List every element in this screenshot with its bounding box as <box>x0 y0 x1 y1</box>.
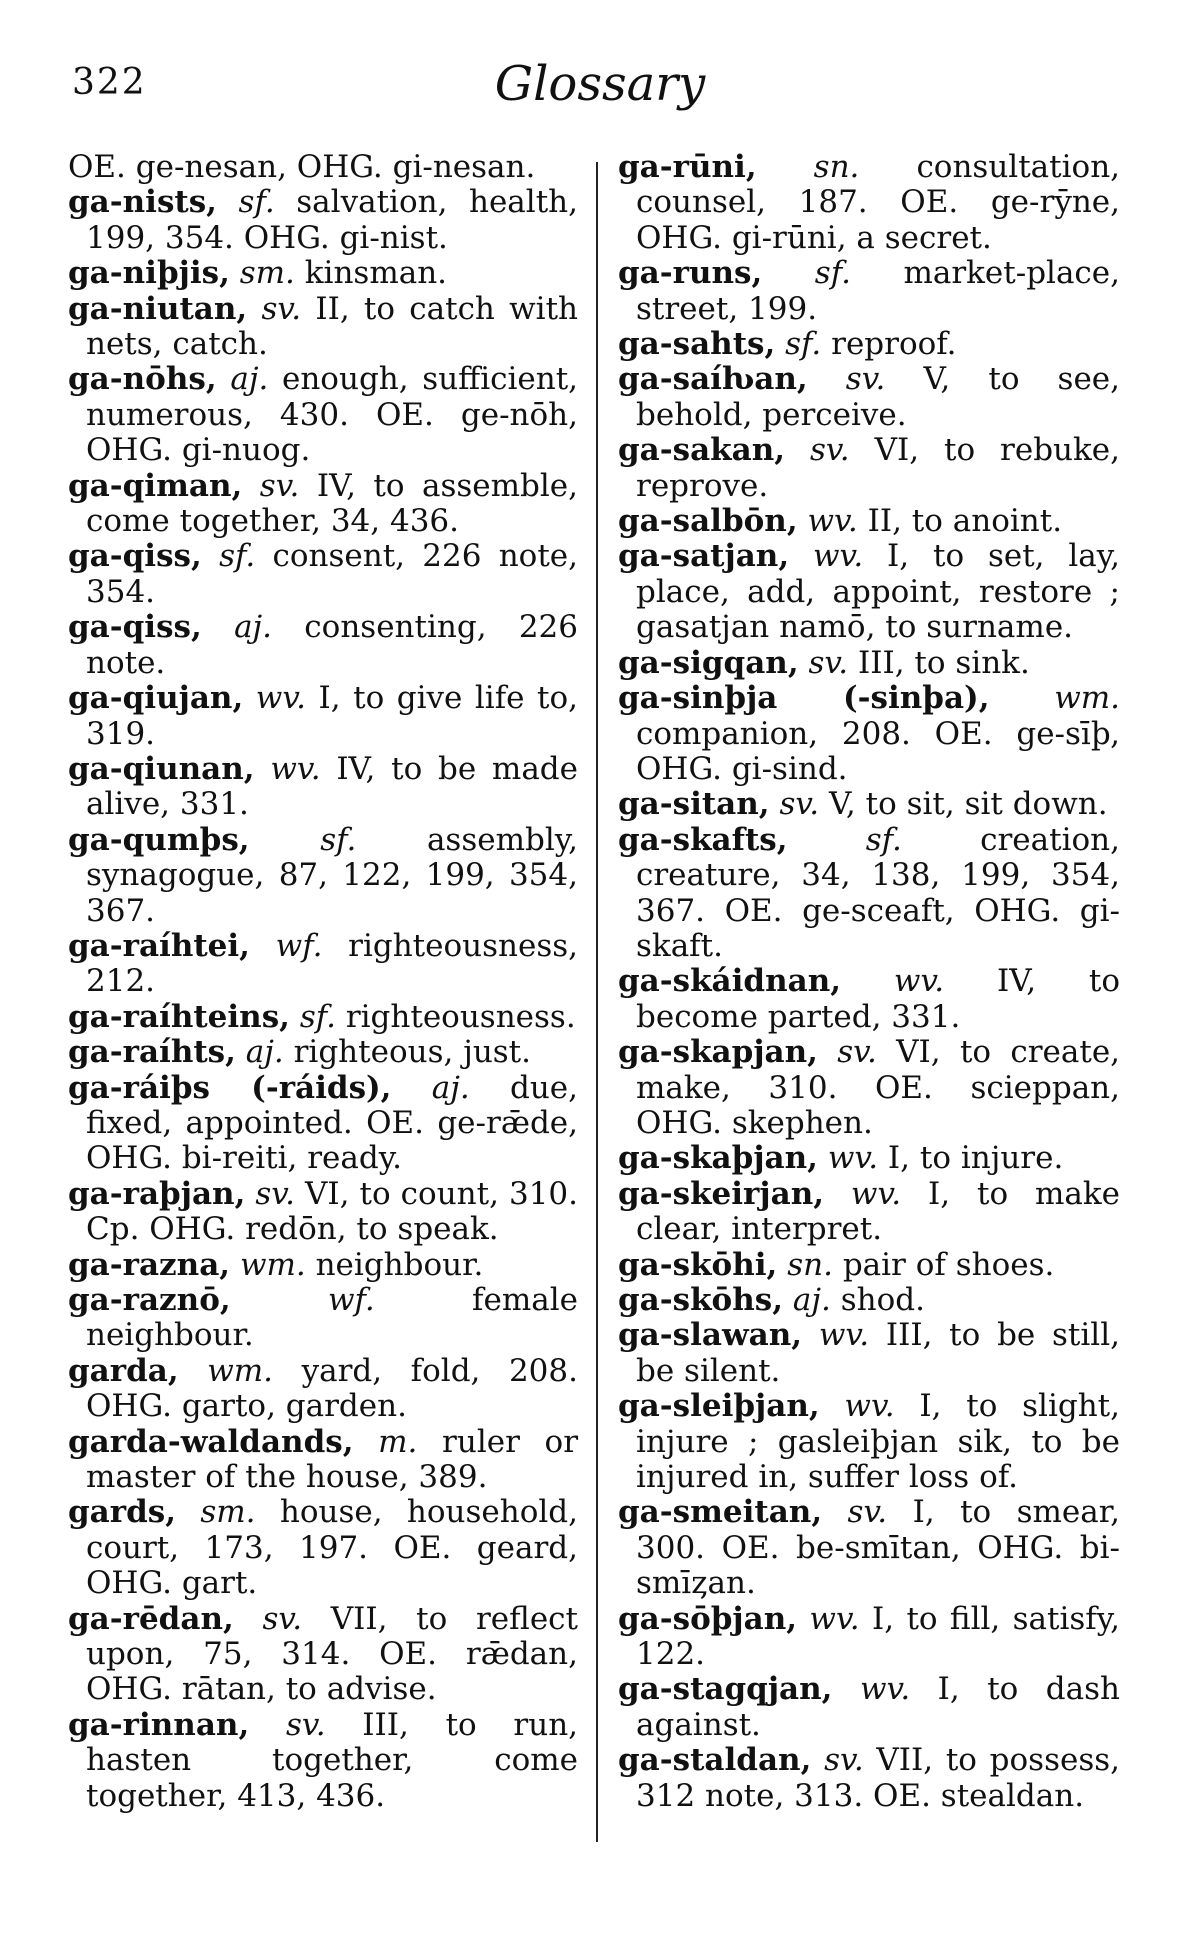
entry-definition: IV, to be made alive, 331. <box>86 750 578 823</box>
entry-headword: ga-sinþja (-sinþa), <box>618 680 990 717</box>
glossary-entry <box>68 1425 578 1496</box>
glossary-entry <box>68 539 578 610</box>
entry-grammar: sf. <box>219 538 256 575</box>
entry-headword: ga-qiss, <box>68 609 202 646</box>
entry-grammar: aj. <box>792 1282 831 1318</box>
glossary-entry <box>68 1177 578 1248</box>
entry-headword: ga-skeirjan, <box>618 1175 825 1212</box>
entry-headword: ga-nists, <box>68 184 217 221</box>
entry-grammar: wv. <box>807 503 858 540</box>
entry-grammar: sv. <box>285 1706 326 1743</box>
glossary-entry <box>618 433 1120 504</box>
entry-definition: I, to make clear, interpret. <box>636 1175 1120 1248</box>
glossary-entry <box>618 1035 1120 1141</box>
entry-grammar: sv. <box>847 1494 888 1531</box>
entry-grammar: sf. <box>299 998 336 1035</box>
entry-definition: I, to give life to, 319. <box>86 680 579 752</box>
entry-definition: female neighbour. <box>86 1282 578 1354</box>
glossary-entry <box>68 185 578 256</box>
entry-definition: II, to anoint. <box>867 503 1063 540</box>
entry-definition: I, to injure. <box>887 1140 1064 1177</box>
entry-headword: ga-salbōn, <box>618 503 798 540</box>
glossary-entry <box>68 1283 578 1354</box>
entry-definition: salvation, health, 199, 354. OHG. gi-nist. <box>86 184 578 256</box>
entry-headword: ga-staldan, <box>618 1742 812 1779</box>
entry-definition: IV, to become parted, 331. <box>636 963 1121 1035</box>
glossary-entry <box>618 1495 1120 1601</box>
entry-grammar: wv. <box>270 750 321 787</box>
glossary-entry <box>68 362 578 468</box>
entry-definition: I, to dash against. <box>636 1671 1120 1743</box>
page-title: Glossary <box>494 56 706 112</box>
glossary-entry <box>618 1283 1120 1318</box>
entry-grammar: wv. <box>893 963 945 1000</box>
entry-headword: ga-skapjan, <box>618 1034 818 1071</box>
entry-definition: VII, to possess, 312 note, 313. OE. stealdan. <box>636 1742 1121 1814</box>
glossary-entry <box>68 1495 578 1601</box>
entry-definition: VI, to rebuke, reprove. <box>636 432 1120 504</box>
entry-grammar: wv. <box>850 1175 902 1212</box>
glossary-entry <box>618 1389 1120 1495</box>
entry-grammar: aj. <box>234 609 273 646</box>
entry-definition: VII, to reflect upon, 75, 314. OE. rǣdan, OHG. rātan, to advise. <box>86 1600 578 1708</box>
entry-definition: righteousness, 212. <box>86 927 578 1000</box>
entry-definition: III, to be still, be silent. <box>636 1317 1120 1389</box>
entry-definition: III, to run, hasten together, come together, 413, 436. <box>86 1706 579 1814</box>
glossary-entry <box>618 327 1120 362</box>
entry-headword: ga-smeitan, <box>618 1494 823 1531</box>
glossary-entry <box>618 1248 1120 1283</box>
entry-definition: IV, to assemble, come together, 34, 436. <box>86 467 578 540</box>
entry-definition: assembly, synagogue, 87, 122, 199, 354, 367. <box>86 821 578 929</box>
glossary-entry <box>68 469 578 540</box>
glossary-entry <box>68 1071 578 1177</box>
entry-definition: I, to set, lay, place, add, appoint, restore ; gasatjan namō, to surname. <box>636 538 1120 646</box>
entry-definition: market-place, street, 199. <box>636 255 1120 327</box>
glossary-entry <box>618 539 1120 645</box>
entry-grammar: wv. <box>809 1600 860 1637</box>
entry-grammar: wm. <box>1054 680 1120 717</box>
glossary-entry <box>68 1708 578 1814</box>
glossary-entry <box>68 1000 578 1035</box>
glossary-entry <box>68 1354 578 1425</box>
entry-headword: ga-skaþjan, <box>618 1140 818 1177</box>
entry-definition: V, to sit, sit down. <box>828 786 1108 823</box>
right-column <box>618 150 1120 1814</box>
entry-definition: companion, 208. OE. ge-sīþ, OHG. gi-sind. <box>636 715 1120 787</box>
entry-definition: VI, to create, make, 310. OE. scieppan, OHG. skephen. <box>636 1034 1121 1141</box>
entry-grammar: wv. <box>818 1317 870 1354</box>
entry-headword: garda, <box>68 1352 179 1389</box>
entry-headword: ga-qiunan, <box>68 750 255 787</box>
entry-definition: III, to sink. <box>857 644 1030 681</box>
entry-definition: ruler or master of the house, 389. <box>86 1423 579 1496</box>
entry-definition: OE. ge-nesan, OHG. gi-nesan. <box>68 149 536 185</box>
entry-headword: ga-sakan, <box>618 432 786 469</box>
entry-definition: kinsman. <box>304 255 448 292</box>
glossary-entry <box>618 256 1120 327</box>
entry-grammar: sv. <box>845 361 886 398</box>
entry-grammar: sv. <box>824 1742 864 1779</box>
entry-headword: ga-sleiþjan, <box>618 1388 820 1425</box>
entry-grammar: sv. <box>779 786 820 823</box>
glossary-entry <box>618 964 1120 1035</box>
entry-grammar: wv. <box>844 1388 895 1425</box>
entry-headword: ga-ráiþs (-ráids), <box>68 1069 392 1106</box>
entry-headword: ga-saíƕan, <box>618 361 808 398</box>
entry-grammar: sf. <box>320 821 357 858</box>
entry-grammar: aj. <box>230 361 269 398</box>
glossary-entry <box>618 1602 1120 1673</box>
entry-definition: VI, to count, 310. Cp. OHG. redōn, to speak. <box>86 1175 578 1248</box>
glossary-entry <box>68 292 578 363</box>
glossary-entry <box>68 929 578 1000</box>
entry-grammar: sv. <box>837 1034 877 1071</box>
entry-grammar: sf. <box>865 821 902 858</box>
page-number: 322 <box>72 62 147 103</box>
entry-grammar: wv. <box>812 538 864 575</box>
entry-grammar: sn. <box>787 1246 833 1283</box>
entry-definition: righteousness. <box>345 998 576 1035</box>
glossary-entry <box>68 256 578 291</box>
entry-headword: ga-raíhtei, <box>68 927 250 964</box>
entry-headword: ga-razna, <box>68 1246 231 1283</box>
entry-definition: yard, fold, 208. OHG. garto, garden. <box>86 1352 578 1425</box>
entry-grammar: sv. <box>262 1600 303 1637</box>
entry-headword: ga-raíhts, <box>68 1034 236 1071</box>
entry-headword: ga-sitan, <box>618 786 770 823</box>
entry-definition: pair of shoes. <box>842 1246 1055 1283</box>
glossary-entry <box>68 1035 578 1070</box>
glossary-entry <box>618 150 1120 256</box>
entry-headword: ga-sōþjan, <box>618 1600 798 1637</box>
entry-grammar: sf. <box>785 326 822 363</box>
entry-definition: consultation, counsel, 187. OE. ge-rȳne, OHG. gi-rūni, a secret. <box>636 149 1121 256</box>
entry-definition: creation, creature, 34, 138, 199, 354, 367. OE. ge-sceaft, OHG. gi-skaft. <box>636 821 1120 964</box>
entry-grammar: aj. <box>431 1069 470 1106</box>
entry-definition: I, to slight, injure ; gasleiþjan sik, to be injured in, suffer loss of. <box>636 1388 1120 1496</box>
entry-definition: enough, sufficient, numerous, 430. OE. ge-nōh, OHG. gi-nuog. <box>86 361 579 469</box>
glossary-entry <box>618 504 1120 539</box>
glossary-entry <box>618 1141 1120 1176</box>
entry-grammar: sv. <box>808 644 849 681</box>
entry-definition: due, fixed, appointed. OE. ge-rǣde, OHG. bi-reiti, ready. <box>86 1069 579 1177</box>
entry-headword: ga-niutan, <box>68 290 248 327</box>
entry-definition: shod. <box>840 1282 925 1318</box>
entry-grammar: wf. <box>327 1282 375 1318</box>
entry-headword: ga-slawan, <box>618 1317 803 1354</box>
glossary-entry <box>618 1177 1120 1248</box>
glossary-entry <box>618 823 1120 965</box>
entry-grammar: sv. <box>810 432 850 469</box>
glossary-entry <box>618 1672 1120 1743</box>
entry-headword: ga-qiss, <box>68 538 202 575</box>
entry-headword: ga-raznō, <box>68 1282 231 1318</box>
entry-headword: ga-raþjan, <box>68 1175 246 1212</box>
glossary-entry <box>618 787 1120 822</box>
entry-headword: ga-qumþs, <box>68 821 250 858</box>
glossary-entry <box>618 1743 1120 1814</box>
entry-grammar: sn. <box>813 149 860 185</box>
entry-headword: ga-raíhteins, <box>68 998 290 1035</box>
entry-grammar: sf. <box>814 255 851 292</box>
entry-headword: ga-rēdan, <box>68 1600 234 1637</box>
glossary-entry <box>618 1318 1120 1389</box>
entry-headword: ga-skōhs, <box>618 1282 784 1318</box>
entry-grammar: m. <box>378 1423 418 1460</box>
entry-grammar: sm. <box>239 255 295 292</box>
entry-headword: ga-runs, <box>618 255 763 292</box>
glossary-entry <box>68 1248 578 1283</box>
glossary-entry <box>618 362 1120 433</box>
entry-grammar: wv. <box>255 680 307 717</box>
entry-grammar: wm. <box>239 1246 306 1283</box>
glossary-entry <box>68 610 578 681</box>
entry-grammar: sv. <box>259 467 300 504</box>
entry-headword: ga-satjan, <box>618 538 790 575</box>
entry-grammar: aj. <box>245 1034 284 1071</box>
entry-definition: consenting, 226 note. <box>86 609 578 681</box>
entry-definition: reproof. <box>831 326 957 363</box>
entry-headword: ga-skōhi, <box>618 1246 778 1283</box>
entry-headword: ga-skafts, <box>618 821 788 858</box>
entry-headword: ga-nōhs, <box>68 361 217 398</box>
entry-headword: ga-qiujan, <box>68 680 244 717</box>
entry-headword: garda-waldands, <box>68 1423 354 1460</box>
entry-definition: neighbour. <box>315 1246 484 1283</box>
column-divider <box>596 162 598 1842</box>
entry-headword: ga-stagqjan, <box>618 1671 833 1708</box>
glossary-entry <box>68 1602 578 1708</box>
entry-definition: II, to catch with nets, catch. <box>86 290 579 363</box>
entry-grammar: sv. <box>261 290 302 327</box>
glossary-entry <box>68 823 578 929</box>
entry-definition: V, to see, behold, perceive. <box>636 361 1121 433</box>
glossary-entry <box>68 681 578 752</box>
entry-grammar: sf. <box>238 184 275 221</box>
entry-grammar: wv. <box>827 1140 879 1177</box>
entry-grammar: wv. <box>859 1671 911 1708</box>
entry-headword: ga-rinnan, <box>68 1706 250 1743</box>
entry-grammar: wf. <box>275 927 323 964</box>
entry-headword: ga-skáidnan, <box>618 963 842 1000</box>
glossary-entry <box>618 681 1120 787</box>
entry-headword: ga-sahts, <box>618 326 776 363</box>
entry-definition: I, to smear, 300. OE. be-smītan, OHG. bi-smīȥan. <box>636 1494 1121 1602</box>
entry-headword: ga-niþjis, <box>68 255 230 292</box>
entry-grammar: sm. <box>200 1494 256 1531</box>
left-column <box>68 150 578 1814</box>
entry-headword: ga-rūni, <box>618 149 757 185</box>
entry-definition: consent, 226 note, 354. <box>86 538 579 610</box>
glossary-entry <box>68 752 578 823</box>
glossary-entry <box>618 646 1120 681</box>
entry-grammar: sv. <box>255 1175 295 1212</box>
glossary-entry <box>68 150 578 185</box>
entry-grammar: wm. <box>207 1352 274 1389</box>
entry-definition: righteous, just. <box>293 1034 531 1071</box>
entry-headword: ga-sigqan, <box>618 644 799 681</box>
entry-definition: house, household, court, 173, 197. OE. geard, OHG. gart. <box>86 1494 579 1602</box>
entry-definition: I, to fill, satisfy, 122. <box>636 1600 1120 1673</box>
entry-headword: gards, <box>68 1494 177 1531</box>
entry-headword: ga-qiman, <box>68 467 243 504</box>
